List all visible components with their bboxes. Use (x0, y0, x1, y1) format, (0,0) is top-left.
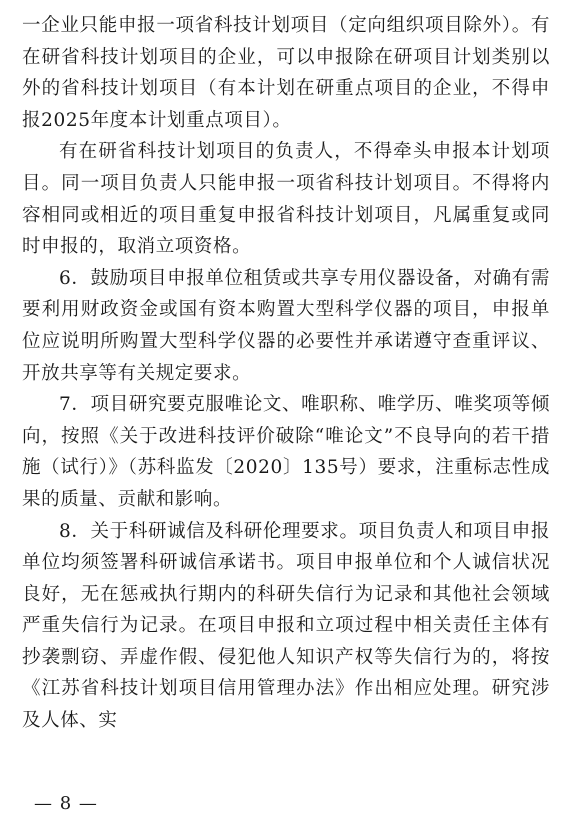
page-number: — 8 — (34, 793, 98, 814)
paragraph-item-7-evaluation-reform: 7．项目研究要克服唯论文、唯职称、唯学历、唯奖项等倾向，按照《关于改进科技评价破除“唯论文”不良导向的若干措施（试行）》（苏科监发〔2020〕135号）要求，注重标志性成果的质量、贡献和影响。 (22, 394, 550, 510)
paragraph-item-6-instrument-sharing: 6．鼓励项目申报单位租赁或共享专用仪器设备，对确有需要利用财政资金或国有资本购置大型科学仪器的项目，申报单位应说明所购置大型科学仪器的必要性并承诺遵守查重评议、开放共享等有关规定要求。 (22, 267, 550, 384)
paragraph-item-8-research-integrity: 8．关于科研诚信及科研伦理要求。项目负责人和项目申报单位均须签署科研诚信承诺书。项目申报单位和个人诚信状况良好，无在惩戒执行期内的科研失信行为记录和其他社会领域严重失信行为记录。在项目申报和立项过程中相关责任主体有抄袭剽窃、弄虚作假、侵犯他人知识产权等失信行为的，将按《江苏省科技计划项目信用管理办法》作出相应处理。研究涉及人体、实 (22, 520, 550, 732)
paragraph-continuation: 一企业只能申报一项省科技计划项目（定向组织项目除外）。有在研省科技计划项目的企业，可以申报除在研项目计划类别以外的省科技计划项目（有本计划在研重点项目的企业，不得申报2025年度本计划重点项目）。 (22, 15, 550, 131)
paragraph-project-leader-rules: 有在研省科技计划项目的负责人，不得牵头申报本计划项目。同一项目负责人只能申报一项省科技计划项目。不得将内容相同或相近的项目重复申报省科技计划项目，凡属重复或同时申报的，取消立项资格。 (22, 141, 550, 258)
document-body (22, 10, 550, 737)
